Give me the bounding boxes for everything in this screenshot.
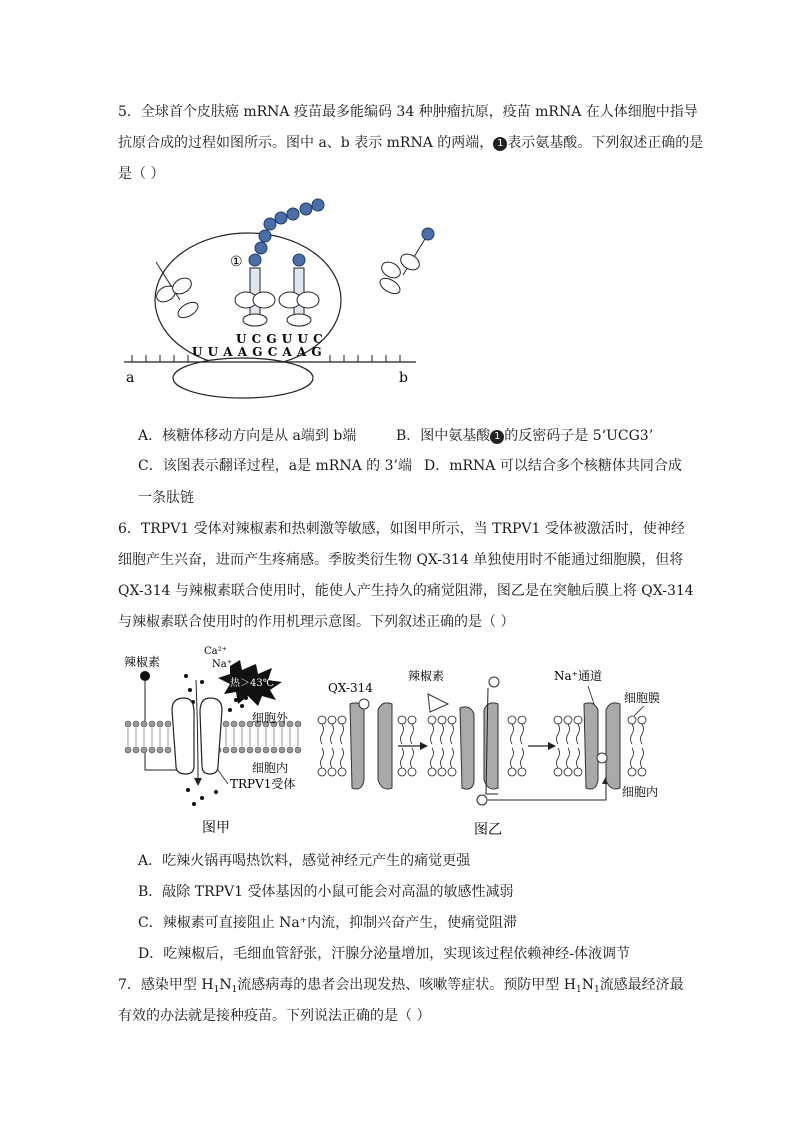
channel-panel-1 bbox=[350, 699, 392, 789]
figure-yi-caption: 图乙 bbox=[474, 822, 502, 838]
q7-line-2: 有效的办法就是接种疫苗。下列说法正确的是（ ） bbox=[118, 1008, 431, 1024]
q5-line-2a: 抗原合成的过程如图所示。图中 a、b 表示 mRNA 的两端， bbox=[118, 135, 494, 151]
q6-option-d[interactable]: D．吃辣椒后，毛细血管舒张，汗腺分泌量增加，实现该过程依赖神经-体液调节 bbox=[138, 946, 630, 962]
channel-label: Na⁺通道 bbox=[554, 669, 602, 683]
q5-option-b[interactable] bbox=[396, 426, 653, 446]
q6-option-a[interactable]: A．吃辣火锅再喝热饮料，感觉神经元产生的痛觉更强 bbox=[138, 853, 471, 869]
q6-line-2: 细胞产生兴奋，进而产生疼痛感。季胺类衍生物 QX-314 单独使用时不能通过细胞膜，但将 bbox=[118, 552, 684, 568]
inside-label: 细胞内 bbox=[252, 761, 289, 775]
q7-sub-3: 1 bbox=[575, 985, 582, 995]
q7-line-1 bbox=[118, 975, 684, 1000]
sodium-label: Na⁺ bbox=[212, 659, 232, 670]
trna-incoming bbox=[377, 228, 434, 297]
outside-label: 细胞外 bbox=[252, 711, 289, 725]
q6-option-c[interactable]: C．辣椒素可直接阻止 Na⁺内流，抑制兴奋产生，使痛觉阻滞 bbox=[138, 915, 518, 931]
membrane-label: 细胞膜 bbox=[624, 691, 661, 705]
q7-sub-2: 1 bbox=[231, 985, 238, 995]
trpv1-channel bbox=[172, 698, 194, 774]
q7-n-1: N bbox=[219, 977, 232, 993]
q7-line-1-post: 流感最经济最 bbox=[599, 977, 684, 993]
mrna-sequence: U U A A G C A A G bbox=[192, 345, 323, 359]
receptor-label: TRPV1受体 bbox=[230, 777, 296, 791]
figure-jia bbox=[118, 640, 318, 840]
figure-yi bbox=[316, 664, 676, 840]
amino-acid-marker: 1 bbox=[493, 137, 507, 151]
capsaicin-label-yi: 辣椒素 bbox=[408, 669, 445, 683]
q5-option-d[interactable]: D．mRNA 可以结合多个核糖体共同合成 bbox=[424, 458, 682, 474]
q5-option-a[interactable]: A．核糖体移动方向是从 a端到 b端 bbox=[138, 428, 357, 444]
calcium-label: Ca²⁺ bbox=[204, 646, 227, 657]
amino-acid-label: ① bbox=[230, 254, 243, 270]
q7-n-2: N bbox=[581, 977, 594, 993]
q5-option-b-post: 的反密码子是 5‘UCG3’ bbox=[504, 428, 654, 444]
channel-panel-3 bbox=[584, 703, 620, 789]
incoming-amino-acid bbox=[293, 254, 305, 266]
q7-line-1-mid: 流感病毒的患者会出现发热、咳嗽等症状。预防甲型 H bbox=[237, 977, 576, 993]
capsaicin-molecule bbox=[140, 671, 150, 681]
q5-option-c[interactable]: C．该图表示翻译过程，a是 mRNA 的 3’端 bbox=[138, 458, 412, 474]
q7-sub-4: 1 bbox=[593, 985, 600, 995]
q5-option-b-pre: B．图中氨基酸 bbox=[396, 428, 491, 444]
mrna-end-a: a bbox=[126, 370, 135, 386]
q5-line-2b: 表示氨基酸。下列叙述正确的是 bbox=[507, 135, 704, 151]
q7-sub-1: 1 bbox=[213, 985, 220, 995]
ribosome-small-subunit bbox=[173, 358, 313, 398]
heat-label: 热＞43℃ bbox=[230, 678, 274, 689]
trpv1-channel-right bbox=[200, 698, 222, 774]
q6-line-1: 6．TRPV1 受体对辣椒素和热刺激等敏感，如图甲所示，当 TRPV1 受体被激活时，使神经 bbox=[118, 521, 685, 537]
inside-label-yi: 细胞内 bbox=[622, 785, 659, 799]
q5-line-3: 是（ ） bbox=[118, 166, 165, 182]
figure-jia-caption: 图甲 bbox=[202, 820, 230, 836]
anticodon-sequence: U C G U U C bbox=[236, 332, 324, 346]
qx-label: QX-314 bbox=[328, 681, 373, 695]
q5-line-2 bbox=[118, 133, 703, 153]
q5-line-1: 5．全球首个皮肤癌 mRNA 疫苗最多能编码 34 种肿瘤抗原，疫苗 mRNA 在人体细胞中指导 bbox=[118, 104, 698, 120]
mrna-end-b: b bbox=[399, 370, 408, 386]
q7-line-1-pre: 7．感染甲型 H bbox=[118, 977, 214, 993]
amino-acid-marker-b: 1 bbox=[490, 430, 504, 444]
capsaicin-label: 辣椒素 bbox=[124, 655, 161, 669]
q6-line-3: QX-314 与辣椒素联合使用时，能使人产生持久的痛觉阻滞，图乙是在突触后膜上将 QX-314 bbox=[118, 583, 694, 599]
translation-figure bbox=[118, 190, 448, 400]
q6-line-4: 与辣椒素联合使用时的作用机理示意图。下列叙述正确的是（ ） bbox=[118, 614, 515, 630]
q6-option-b[interactable]: B．敲除 TRPV1 受体基因的小鼠可能会对高温的敏感性减弱 bbox=[138, 884, 514, 900]
q5-option-d-cont: 一条肽链 bbox=[138, 490, 194, 506]
